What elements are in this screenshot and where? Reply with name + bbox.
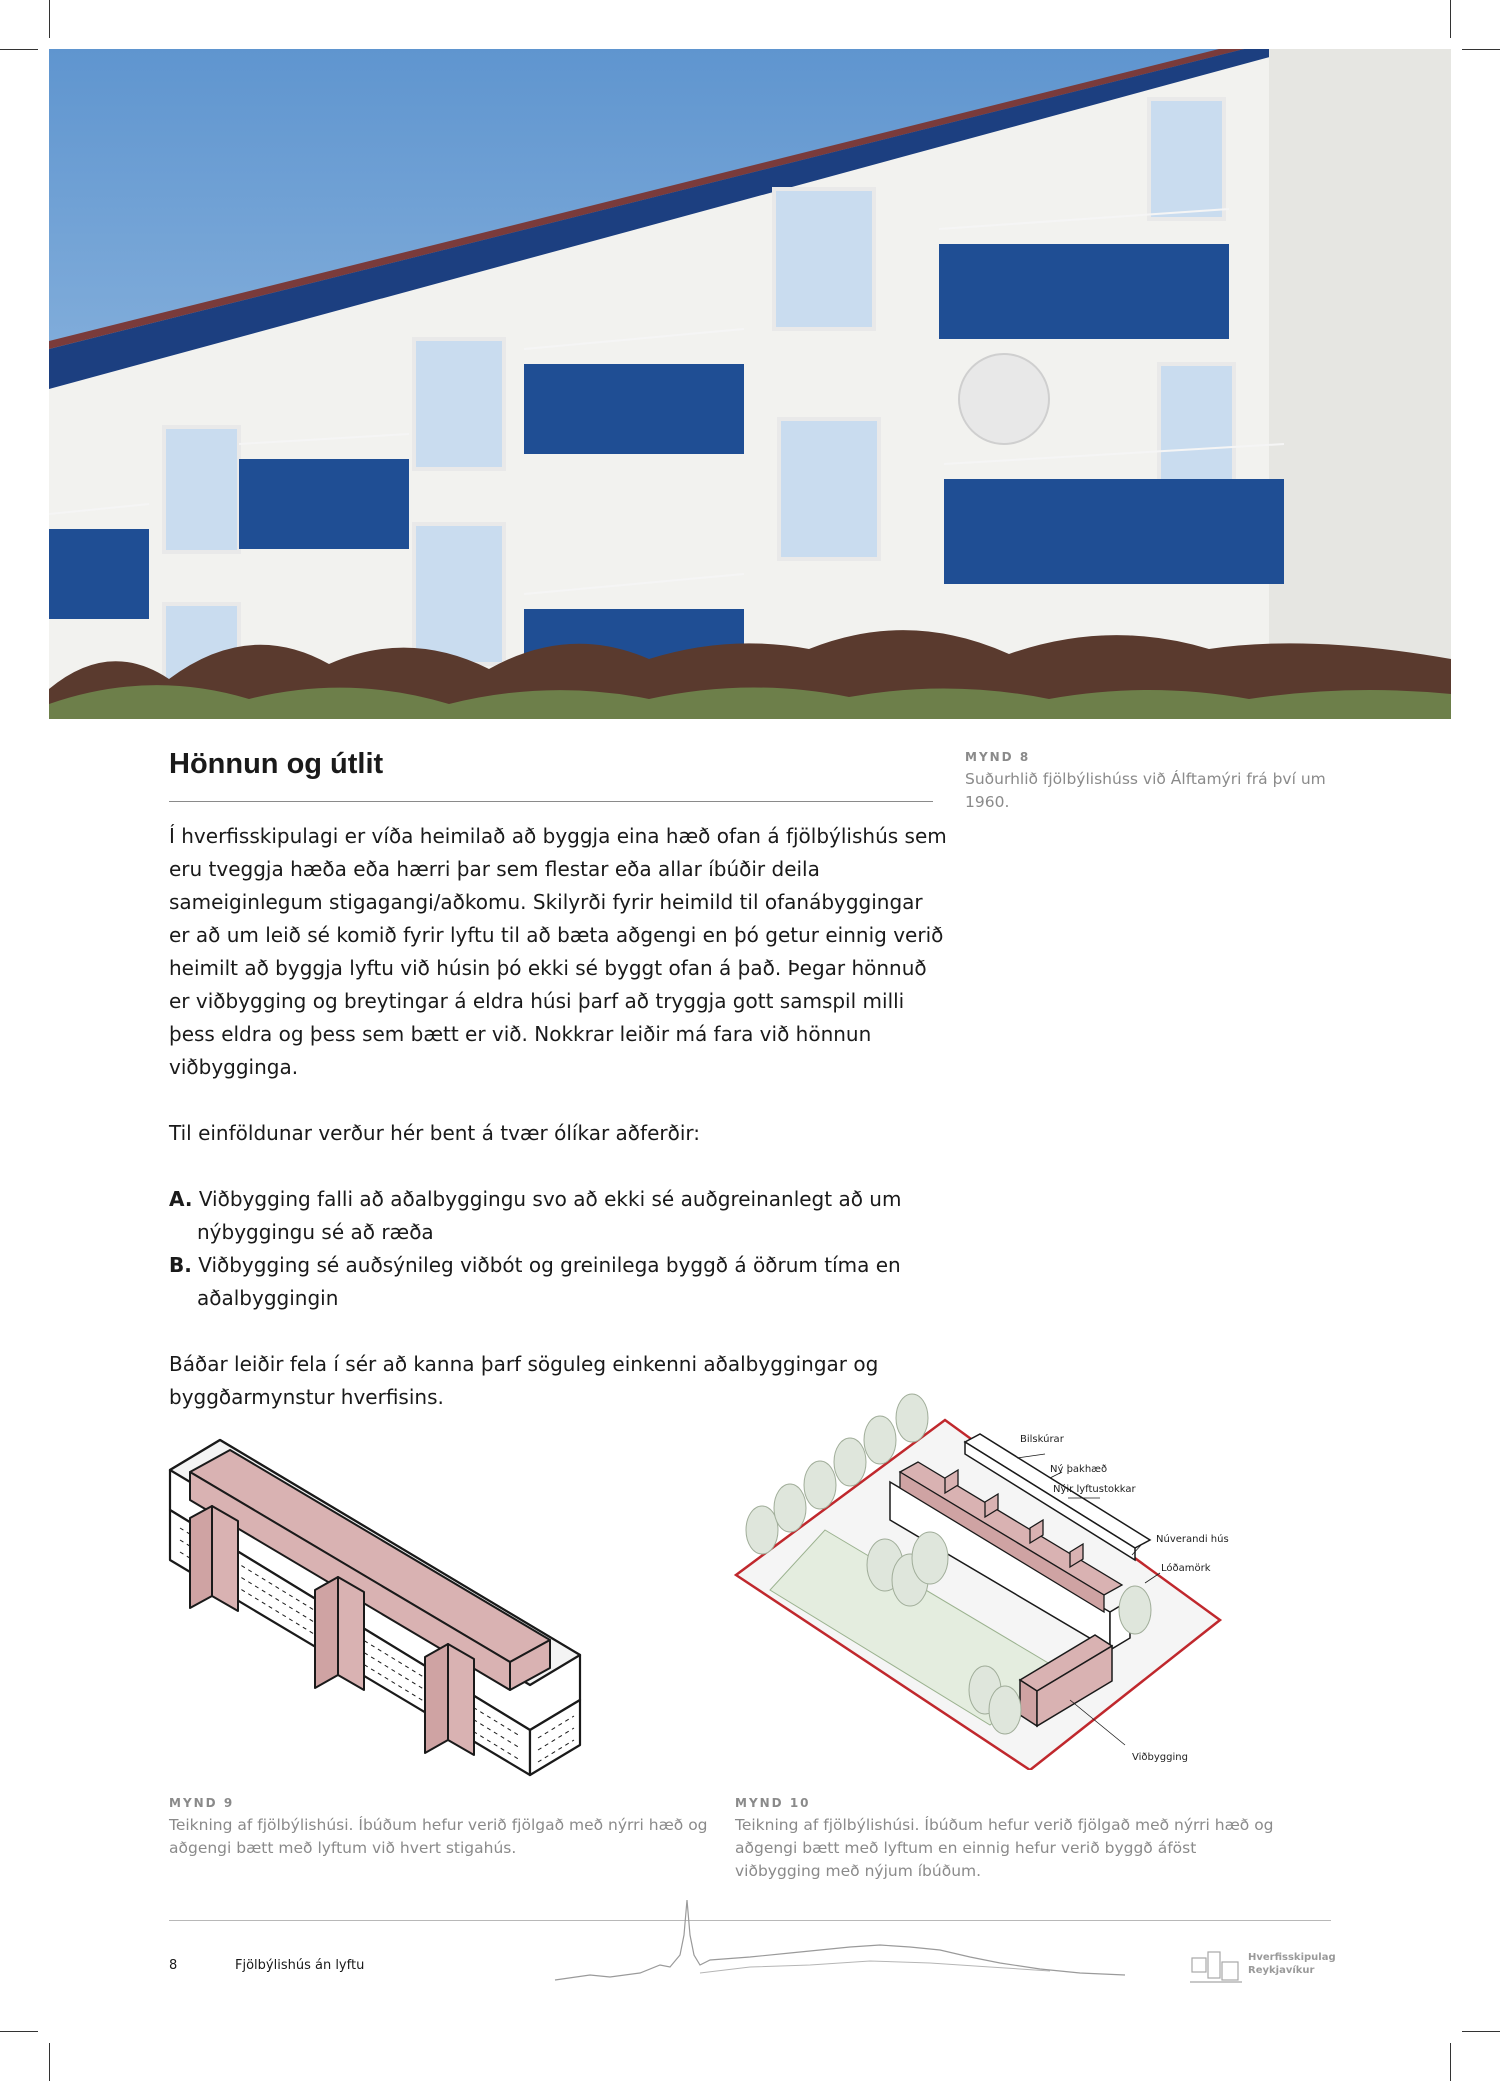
label-bilskurar: Bilskúrar <box>1020 1434 1064 1445</box>
label-nuverandi-hus: Núverandi hús <box>1156 1534 1229 1545</box>
caption-label: MYND 8 <box>965 750 1031 764</box>
footer-logo-text <box>1248 1951 1336 1977</box>
logo-line: Reykjavíkur <box>1248 1965 1315 1976</box>
crop-mark <box>0 49 38 50</box>
caption-text: Teikning af fjölbýlishúsi. Íbúðum hefur verið fjölgað með nýrri hæð og aðgengi bætt með lyftum en einnig hefur verið byggð áföst viðbygging með nýjum íbúðum. <box>735 1816 1274 1880</box>
paragraph: Báðar leiðir fela í sér að kanna þarf söguleg einkenni aðalbyggingar og byggðarmynstur hverfisins. <box>169 1352 879 1409</box>
list-letter: B. <box>169 1253 192 1277</box>
page-number: 8 <box>169 1958 178 1973</box>
crop-mark <box>1462 49 1500 50</box>
method-list <box>169 1183 949 1315</box>
list-item <box>169 1183 949 1249</box>
caption-mynd10 <box>735 1796 1285 1883</box>
section-heading: Hönnun og útlit <box>169 748 384 780</box>
label-ny-thakhaed: Ný þakhæð <box>1050 1464 1108 1475</box>
caption-mynd8 <box>965 750 1335 814</box>
caption-text: Teikning af fjölbýlishúsi. Íbúðum hefur verið fjölgað með nýrri hæð og aðgengi bætt með lyftum við hvert stigahús. <box>169 1816 708 1857</box>
crop-mark <box>49 2043 50 2081</box>
body-text <box>169 820 949 1447</box>
logo-line: Hverfisskipulag <box>1248 1952 1336 1963</box>
crop-mark <box>0 2031 38 2032</box>
diagram-mynd10 <box>730 1380 1250 1770</box>
apartment-building-photo <box>49 49 1451 719</box>
label-vidbygging: Viðbygging <box>1132 1752 1188 1763</box>
list-item <box>169 1249 949 1315</box>
hverfisskipulag-logo-icon <box>1190 1948 1242 1984</box>
list-text: Viðbygging falli að aðalbyggingu svo að ekki sé auðgreinanlegt að um nýbyggingu sé að ræða <box>197 1187 902 1244</box>
caption-text: Suðurhlið fjölbýlishúss við Álftamýri frá því um 1960. <box>965 770 1326 811</box>
crop-mark <box>1450 0 1451 38</box>
diagram-mynd9 <box>160 1400 600 1780</box>
paragraph: Í hverfisskipulagi er víða heimilað að byggja eina hæð ofan á fjölbýlishús sem eru tveggja hæða eða hærri þar sem flestar eða allar íbúðir deila sameiginlegum stigagangi/aðkomu. Skilyrði fyrir heimild til ofanábyggingar er að um leið sé komið fyrir lyftu til að bæta aðgengi en þó getur einnig verið heimilt að byggja lyftu við húsin þó ekki sé byggt ofan á það. Þegar hönnuð er viðbygging og breytingar á eldra húsi þarf að tryggja gott samspil milli þess eldra og þess sem bætt er við. Nokkrar leiðir má fara við hönnun viðbygginga. <box>169 824 947 1079</box>
crop-mark <box>1462 2031 1500 2032</box>
skyline-illustration <box>550 1895 1130 1985</box>
label-lodamork: Lóðamörk <box>1161 1563 1211 1574</box>
paragraph: Til einföldunar verður hér bent á tvær ólíkar aðferðir: <box>169 1121 701 1145</box>
heading-divider <box>169 801 933 802</box>
label-nyir-lyftustokkar: Nýir lyftustokkar <box>1053 1484 1136 1495</box>
caption-label: MYND 10 <box>735 1796 811 1810</box>
list-letter: A. <box>169 1187 193 1211</box>
caption-mynd9 <box>169 1796 709 1860</box>
crop-mark <box>49 0 50 38</box>
crop-mark <box>1450 2043 1451 2081</box>
footer-title: Fjölbýlishús án lyftu <box>235 1958 365 1973</box>
list-text: Viðbygging sé auðsýnileg viðbót og greinilega byggð á öðrum tíma en aðalbyggingin <box>197 1253 901 1310</box>
caption-label: MYND 9 <box>169 1796 235 1810</box>
